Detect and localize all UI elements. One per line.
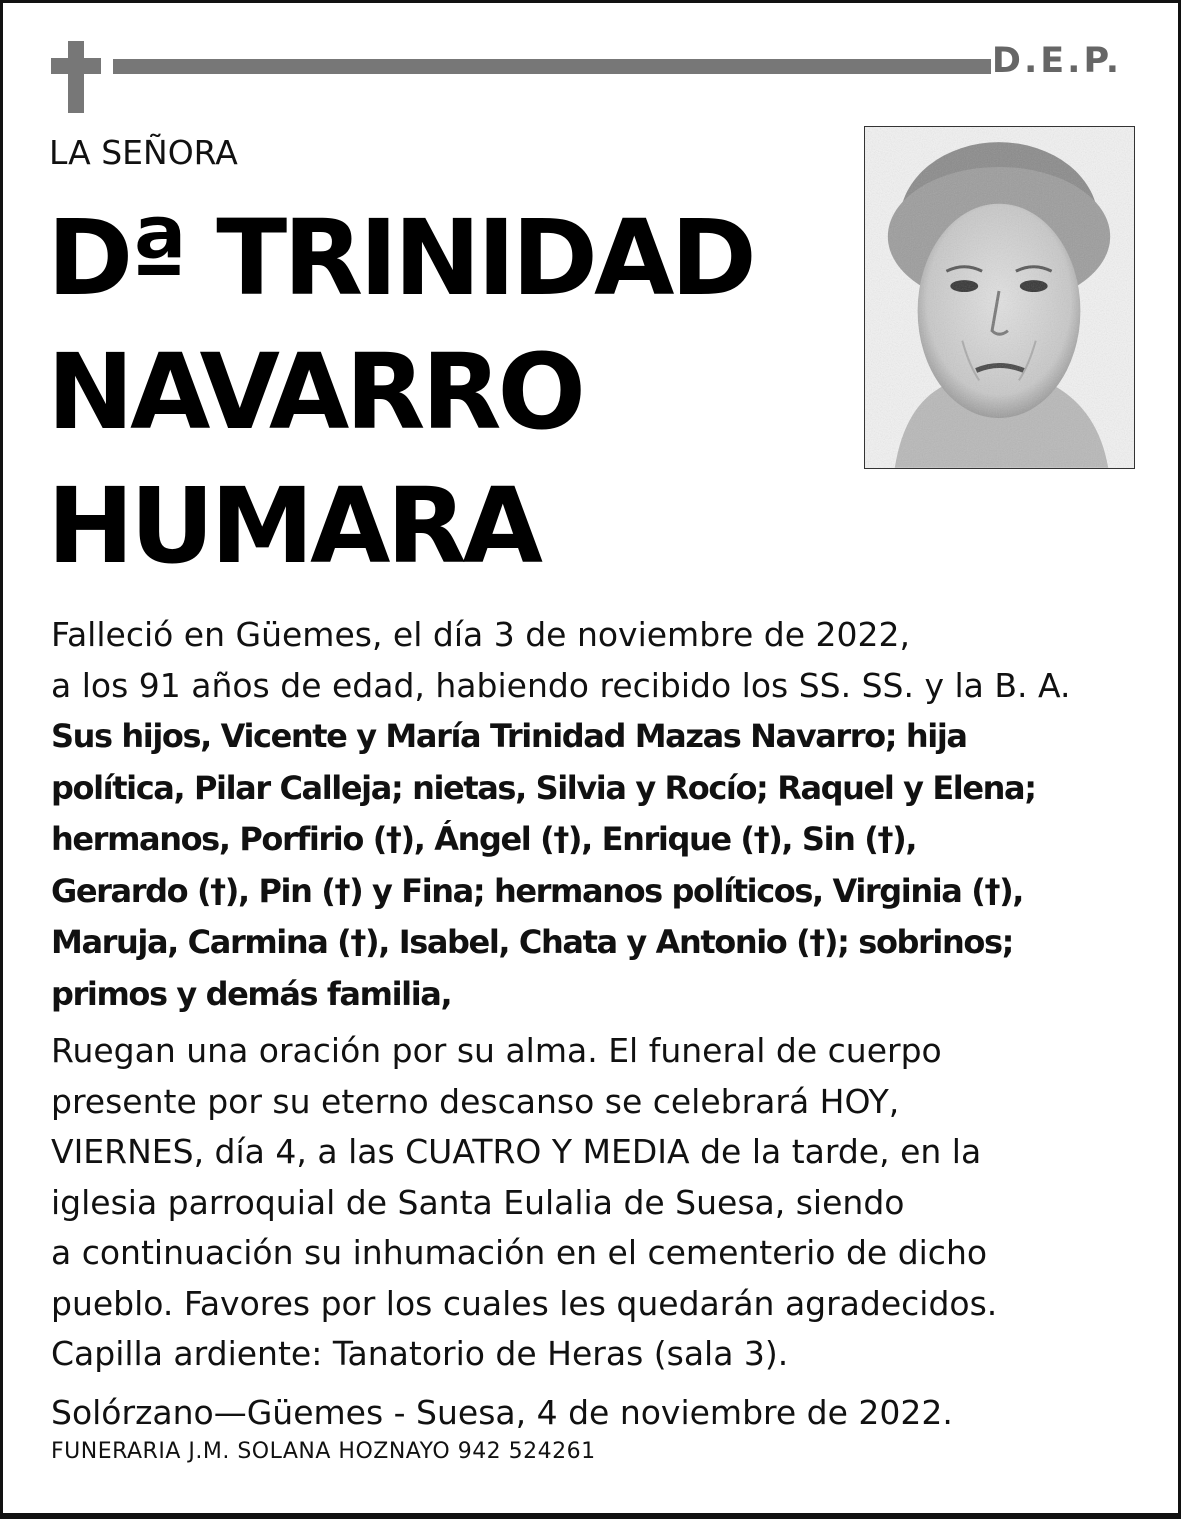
- name-line: NAVARRO: [47, 331, 582, 453]
- text-line: hermanos, Porfirio (†), Ángel (†), Enrique (†), Sin (†),: [51, 820, 917, 858]
- text-line: primos y demás familia,: [51, 974, 452, 1013]
- death-announcement: [51, 609, 1151, 711]
- dep-label: D.E.P.: [991, 41, 1122, 81]
- text-line: Ruegan una oración por su alma. El funeral de cuerpo: [51, 1031, 942, 1070]
- text-line: pueblo. Favores por los cuales les quedarán agradecidos.: [51, 1283, 998, 1323]
- text-line: Gerardo (†), Pin (†) y Fina; hermanos políticos, Virginia (†),: [51, 871, 1024, 910]
- deceased-name: [47, 191, 753, 593]
- text-line: Falleció en Güemes, el día 3 de noviembre de 2022,: [51, 615, 910, 654]
- funeral-home: FUNERARIA J.M. SOLANA HOZNAYO 942 524261: [51, 1438, 596, 1464]
- funeral-details: [51, 1026, 1151, 1380]
- text-line: presente por su eterno descanso se celebrará HOY,: [51, 1081, 900, 1121]
- text-line: política, Pilar Calleja; nietas, Silvia y Rocío; Raquel y Elena;: [51, 768, 1036, 807]
- family-list: [51, 711, 1151, 1020]
- text-line: Sus hijos, Vicente y María Trinidad Mazas Navarro; hija: [51, 717, 967, 755]
- text-line: a continuación su inhumación en el cementerio de dicho: [51, 1233, 988, 1272]
- name-line: Dª TRINIDAD: [47, 197, 753, 319]
- text-line: iglesia parroquial de Santa Eulalia de Suesa, siendo: [51, 1182, 905, 1222]
- intro-label: LA SEÑORA: [49, 133, 238, 172]
- place-date: Solórzano—Güemes - Suesa, 4 de noviembre de 2022.: [51, 1392, 953, 1432]
- cross-icon: [51, 41, 101, 113]
- text-line: VIERNES, día 4, a las CUATRO Y MEDIA de la tarde, en la: [51, 1132, 982, 1171]
- text-line: a los 91 años de edad, habiendo recibido los SS. SS. y la B. A.: [51, 666, 1071, 705]
- header-rule: [113, 59, 991, 74]
- portrait-photo: [864, 126, 1135, 469]
- text-line: Maruja, Carmina (†), Isabel, Chata y Antonio (†); sobrinos;: [51, 923, 1013, 961]
- text-line: Capilla ardiente: Tanatorio de Heras (sala 3).: [51, 1334, 789, 1373]
- notice-body: [51, 609, 1151, 1466]
- name-line: HUMARA: [47, 465, 540, 587]
